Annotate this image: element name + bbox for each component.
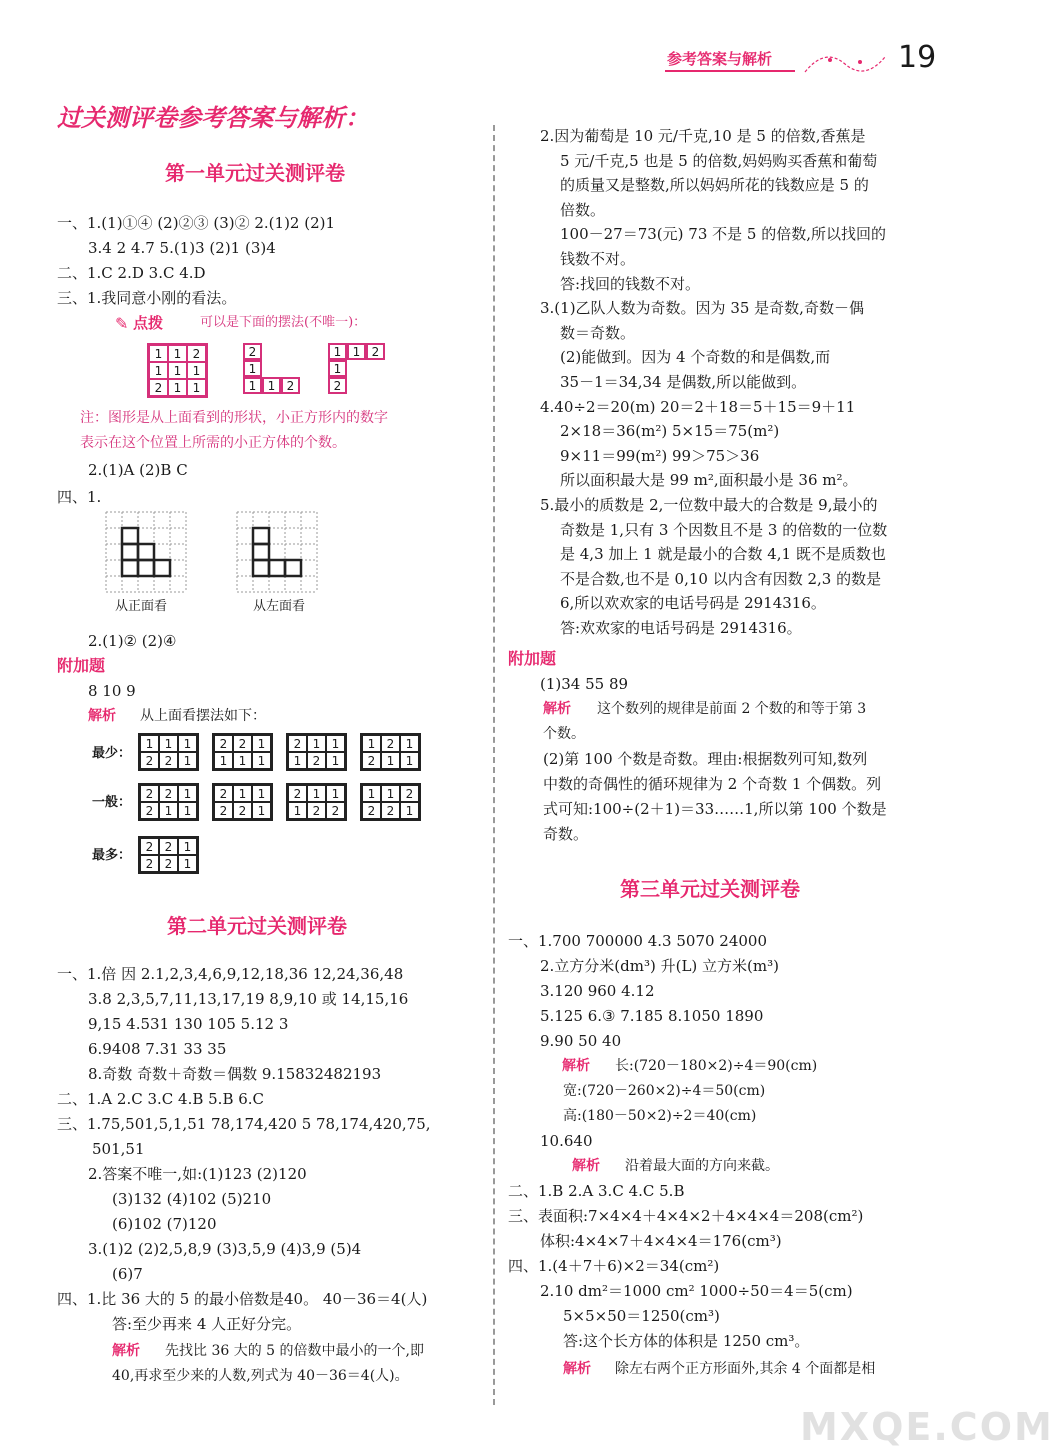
right-line: 答:欢欢家的电话号码是 2914316。 — [560, 619, 802, 637]
unit2-analysis-2: 40,再求至少来的人数,列式为 40－36＝4(人)。 — [112, 1368, 409, 1384]
grid-cell: 1 — [328, 360, 347, 377]
note-line-1: 注：图形是从上面看到的形状，小正方形内的数字 — [80, 410, 388, 426]
table-cell: 1 — [400, 752, 419, 769]
table-cell: 1 — [178, 838, 197, 855]
right-analysis-label: 解析 — [543, 701, 571, 717]
pencil-icon: ✎ — [115, 314, 129, 333]
table-cell: 2 — [159, 785, 178, 802]
right-line: 5 元/千克,5 也是 5 的倍数,妈妈购买香蕉和葡萄 — [560, 151, 878, 170]
unit1-extra-title: 附加题 — [57, 656, 106, 675]
table-cell: 2 — [140, 838, 159, 855]
table-cell: 1 — [288, 752, 307, 769]
grid-cell: 1 — [168, 345, 187, 362]
unit2-line: 四、1.比 36 大的 5 的最小倍数是40。 40－36＝4(人) — [57, 1290, 428, 1308]
unit3-last-analysis: 除左右两个正方形面外,其余 4 个面都是相 — [615, 1361, 876, 1377]
unit3-line: 3.120 960 4.12 — [540, 982, 655, 1000]
top-view-table — [212, 783, 273, 821]
row-label-least: 最少： — [92, 746, 132, 761]
unit1-line: 三、1.我同意小刚的看法。 — [57, 289, 237, 307]
grid-cell: 1 — [262, 377, 281, 394]
unit3-line2: 四、1.(4＋7＋6)×2＝34(cm²) — [508, 1257, 720, 1275]
table-cell: 1 — [362, 735, 381, 752]
unit2-analysis-label: 解析 — [112, 1343, 140, 1359]
row-label-normal: 一般： — [92, 795, 132, 810]
right-analysis-2: 个数。 — [543, 726, 585, 742]
table-cell: 2 — [233, 735, 252, 752]
unit3-analysis-label: 解析 — [562, 1058, 590, 1074]
unit3-calc: 宽:(720－260×2)÷4＝50(cm) — [563, 1083, 766, 1099]
top-view-table — [212, 733, 273, 771]
grid-cell — [281, 360, 300, 377]
right-line: 35－1＝34,34 是偶数,所以能做到。 — [560, 373, 807, 391]
grid-cell — [262, 360, 281, 377]
unit1-line: 二、1.C 2.D 3.C 4.D — [57, 264, 206, 282]
right-line: 3.(1)乙队人数为奇数。因为 35 是奇数,奇数－偶 — [540, 299, 864, 318]
unit1-line: 3.4 2 4.7 5.(1)3 (2)1 (3)4 — [88, 239, 276, 257]
table-cell: 1 — [178, 752, 197, 769]
unit3-line2: 二、1.B 2.A 3.C 4.C 5.B — [508, 1182, 685, 1200]
front-view-grid — [106, 512, 186, 592]
unit3-q10: 10.640 — [540, 1132, 593, 1150]
unit1-extra-answer: 8 10 9 — [88, 682, 136, 700]
unit2-line: 三、1.75,501,5,1,51 78,174,420 5 78,174,420,75, — [57, 1115, 431, 1133]
unit3-line: 9.90 50 40 — [540, 1032, 622, 1050]
right-line: 2×18＝36(m²) 5×15＝75(m²) — [560, 422, 780, 441]
table-cell: 2 — [159, 752, 178, 769]
unit3-line2: 体积:4×4×7＋4×4×4＝176(cm³) — [540, 1232, 782, 1250]
unit3-line: 5.125 6.③ 7.185 8.1050 1890 — [540, 1007, 764, 1025]
unit2-title: 第二单元过关测评卷 — [167, 914, 347, 938]
right-extra-2-line: 式可知:100÷(2＋1)＝33……1,所以第 100 个数是 — [543, 800, 887, 818]
top-view-table — [360, 733, 421, 771]
right-line: 4.40÷2＝20(m) 20＝2＋18＝5＋15＝9＋11 — [540, 397, 856, 416]
layout-grid-a — [147, 343, 208, 398]
table-cell: 1 — [178, 802, 197, 819]
grid-cell: 1 — [168, 379, 187, 396]
table-cell: 1 — [326, 785, 345, 802]
unit3-last-analysis-label: 解析 — [563, 1361, 591, 1377]
table-cell: 2 — [214, 785, 233, 802]
tip-label: 点拨 — [133, 314, 164, 332]
right-line: 2.因为葡萄是 10 元/千克,10 是 5 的倍数,香蕉是 — [540, 127, 866, 145]
table-cell: 1 — [307, 785, 326, 802]
unit2-line: 2.答案不唯一,如:(1)123 (2)120 — [88, 1165, 307, 1183]
unit3-q10-analysis-label: 解析 — [572, 1158, 600, 1174]
table-cell: 1 — [252, 802, 271, 819]
table-cell: 1 — [362, 785, 381, 802]
table-cell: 1 — [288, 802, 307, 819]
table-cell: 1 — [178, 735, 197, 752]
unit3-q10-analysis: 沿着最大面的方向来截。 — [625, 1158, 779, 1174]
right-line: 5.最小的质数是 2,一位数中最大的合数是 9,最小的 — [540, 496, 878, 514]
grid-cell — [281, 343, 300, 360]
unit3-title: 第三单元过关测评卷 — [620, 877, 800, 901]
right-line: 是 4,3 加上 1 就是最小的合数 4,1 既不是质数也 — [560, 545, 886, 564]
right-extra-1: (1)34 55 89 — [540, 675, 629, 693]
table-cell: 1 — [326, 735, 345, 752]
unit1-analysis-text: 从上面看摆法如下： — [140, 708, 266, 724]
right-line: 答:找回的钱数不对。 — [560, 274, 701, 293]
top-view-table — [138, 733, 199, 771]
unit3-calc: 长:(720－180×2)÷4＝90(cm) — [615, 1058, 818, 1074]
table-cell: 2 — [307, 802, 326, 819]
unit3-line2: 三、表面积:7×4×4＋4×4×2＋4×4×4＝208(cm²) — [508, 1207, 864, 1225]
unit2-line: (6)7 — [112, 1265, 143, 1283]
unit2-line: 8.奇数 奇数＋奇数＝偶数 9.15832482193 — [88, 1065, 382, 1083]
table-cell: 1 — [233, 752, 252, 769]
right-line: 数＝奇数。 — [560, 323, 636, 342]
header-decoration — [665, 70, 795, 72]
right-extra-2-line: 中数的奇偶性的循环规律为 2 个奇数 1 个偶数。列 — [543, 775, 882, 793]
grid-cell — [366, 360, 385, 377]
table-cell: 1 — [178, 785, 197, 802]
table-cell: 2 — [362, 752, 381, 769]
right-extra-2-line: 奇数。 — [543, 825, 589, 843]
top-view-table — [286, 783, 347, 821]
table-cell: 2 — [362, 802, 381, 819]
top-view-table — [360, 783, 421, 821]
grid-cell — [262, 343, 281, 360]
table-cell: 2 — [381, 735, 400, 752]
right-line: 奇数是 1,只有 3 个因数且不是 3 的倍数的一位数 — [560, 520, 888, 539]
unit3-line: 2.立方分米(dm³) 升(L) 立方米(m³) — [540, 957, 779, 975]
table-cell: 2 — [159, 838, 178, 855]
table-cell: 2 — [159, 855, 178, 872]
unit2-line: 3.8 2,3,5,7,11,13,17,19 8,9,10 或 14,15,16 — [88, 990, 409, 1008]
grid-cell: 2 — [366, 343, 385, 360]
table-cell: 2 — [140, 802, 159, 819]
grid-cell: 1 — [187, 362, 206, 379]
grid-cell: 2 — [187, 345, 206, 362]
unit2-line: (6)102 (7)120 — [112, 1215, 217, 1233]
grid-cell: 1 — [149, 345, 168, 362]
unit2-line: 501,51 — [92, 1140, 145, 1158]
right-line: 所以面积最大是 99 m²,面积最小是 36 m²。 — [560, 471, 858, 490]
unit1-q3-2: 2.(1)A (2)B C — [88, 461, 188, 479]
table-cell: 1 — [400, 802, 419, 819]
top-view-table — [138, 783, 199, 821]
table-cell: 1 — [252, 735, 271, 752]
left-view-grid — [237, 512, 317, 592]
right-analysis-1: 这个数列的规律是前面 2 个数的和等于第 3 — [597, 701, 867, 717]
table-cell: 2 — [288, 785, 307, 802]
table-cell: 2 — [140, 752, 159, 769]
grid-cell: 1 — [168, 362, 187, 379]
table-cell: 1 — [159, 735, 178, 752]
grid-cell: 1 — [149, 362, 168, 379]
unit1-q4-label: 四、1. — [57, 488, 102, 506]
unit2-line: 9,15 4.531 130 105 5.12 3 — [88, 1015, 289, 1033]
unit2-line: 一、1.倍 因 2.1,2,3,4,6,9,12,18,36 12,24,36,48 — [57, 965, 404, 983]
main-title: 过关测评卷参考答案与解析： — [57, 104, 369, 132]
table-cell: 1 — [381, 785, 400, 802]
unit3-line2: 5×5×50＝1250(cm³) — [563, 1307, 720, 1325]
right-line: (2)能做到。因为 4 个奇数的和是偶数,而 — [560, 348, 831, 367]
table-cell: 2 — [214, 802, 233, 819]
unit3-line2: 答:这个长方体的体积是 1250 cm³。 — [563, 1332, 810, 1350]
layout-grid-b — [243, 343, 300, 394]
grid-cell: 1 — [187, 379, 206, 396]
table-cell: 2 — [140, 785, 159, 802]
tip-text: 可以是下面的摆法(不唯一)： — [200, 315, 367, 330]
table-cell: 1 — [400, 735, 419, 752]
table-cell: 1 — [214, 752, 233, 769]
unit2-line: 3.(1)2 (2)2,5,8,9 (3)3,5,9 (4)3,9 (5)4 — [88, 1240, 362, 1258]
table-cell: 2 — [233, 802, 252, 819]
note-line-2: 表示在这个位置上所需的小正方体的个数。 — [80, 435, 346, 451]
table-cell: 2 — [307, 752, 326, 769]
left-view-label: 从左面看 — [253, 599, 306, 614]
table-cell: 1 — [307, 735, 326, 752]
unit2-analysis-1: 先找比 36 大的 5 的倍数中最小的一个,即 — [165, 1343, 424, 1359]
table-cell: 2 — [140, 855, 159, 872]
right-extra-2-line: (2)第 100 个数是奇数。理由:根据数列可知,数列 — [543, 750, 868, 768]
table-cell: 2 — [381, 802, 400, 819]
grid-cell: 2 — [281, 377, 300, 394]
right-line: 100－27＝73(元) 73 不是 5 的倍数,所以找回的 — [560, 225, 886, 244]
table-cell: 1 — [178, 855, 197, 872]
table-cell: 1 — [233, 785, 252, 802]
table-cell: 1 — [326, 752, 345, 769]
unit3-calc: 高:(180－50×2)÷2＝40(cm) — [563, 1108, 757, 1124]
unit1-line: 一、1.(1)①④ (2)②③ (3)② 2.(1)2 (2)1 — [57, 214, 336, 232]
watermark: MXQE.COM — [800, 1405, 1054, 1449]
unit3-line: 一、1.700 700000 4.3 5070 24000 — [508, 932, 768, 950]
top-view-table — [138, 836, 199, 874]
layout-grid-c — [328, 343, 385, 394]
right-line: 倍数。 — [560, 200, 606, 219]
unit1-q4-2: 2.(1)② (2)④ — [88, 632, 177, 650]
running-title: 参考答案与解析 — [667, 50, 773, 68]
grid-cell: 2 — [149, 379, 168, 396]
table-cell: 2 — [400, 785, 419, 802]
right-line: 钱数不对。 — [560, 250, 636, 268]
grid-cell: 2 — [328, 377, 347, 394]
unit2-line: (3)132 (4)102 (5)210 — [112, 1190, 272, 1208]
table-cell: 2 — [214, 735, 233, 752]
table-cell: 1 — [252, 752, 271, 769]
table-cell: 1 — [159, 802, 178, 819]
page-number: 19 — [898, 40, 937, 75]
table-cell: 1 — [381, 752, 400, 769]
right-extra-title: 附加题 — [508, 649, 557, 668]
grid-cell: 2 — [243, 343, 262, 360]
grid-cell: 1 — [328, 343, 347, 360]
grid-cell: 1 — [347, 343, 366, 360]
right-line: 不是合数,也不是 0,10 以内含有因数 2,3 的数是 — [560, 569, 882, 588]
row-label-most: 最多： — [92, 848, 132, 863]
unit1-analysis-label: 解析 — [88, 708, 116, 724]
unit2-line: 答:至少再来 4 人正好分完。 — [112, 1315, 302, 1333]
column-divider — [493, 125, 495, 1405]
unit2-line: 二、1.A 2.C 3.C 4.B 5.B 6.C — [57, 1090, 265, 1108]
right-line: 6,所以欢欢家的电话号码是 2914316。 — [560, 594, 826, 613]
table-cell: 1 — [140, 735, 159, 752]
header-flourish-icon — [800, 42, 890, 82]
grid-cell — [347, 360, 366, 377]
right-line: 的质量又是整数,所以妈妈所花的钱数应是 5 的 — [560, 176, 869, 195]
grid-cell: 1 — [243, 377, 262, 394]
grid-cell — [366, 377, 385, 394]
front-view-label: 从正面看 — [115, 599, 168, 614]
unit1-title: 第一单元过关测评卷 — [165, 161, 345, 185]
table-cell: 2 — [288, 735, 307, 752]
grid-cell: 1 — [243, 360, 262, 377]
unit3-line2: 2.10 dm²＝1000 cm² 1000÷50＝4＝5(cm) — [540, 1282, 853, 1300]
table-cell: 1 — [252, 785, 271, 802]
grid-cell — [347, 377, 366, 394]
table-cell: 2 — [326, 802, 345, 819]
unit2-line: 6.9408 7.31 33 35 — [88, 1040, 227, 1058]
right-line: 9×11＝99(m²) 99＞75＞36 — [560, 446, 760, 465]
top-view-table — [286, 733, 347, 771]
